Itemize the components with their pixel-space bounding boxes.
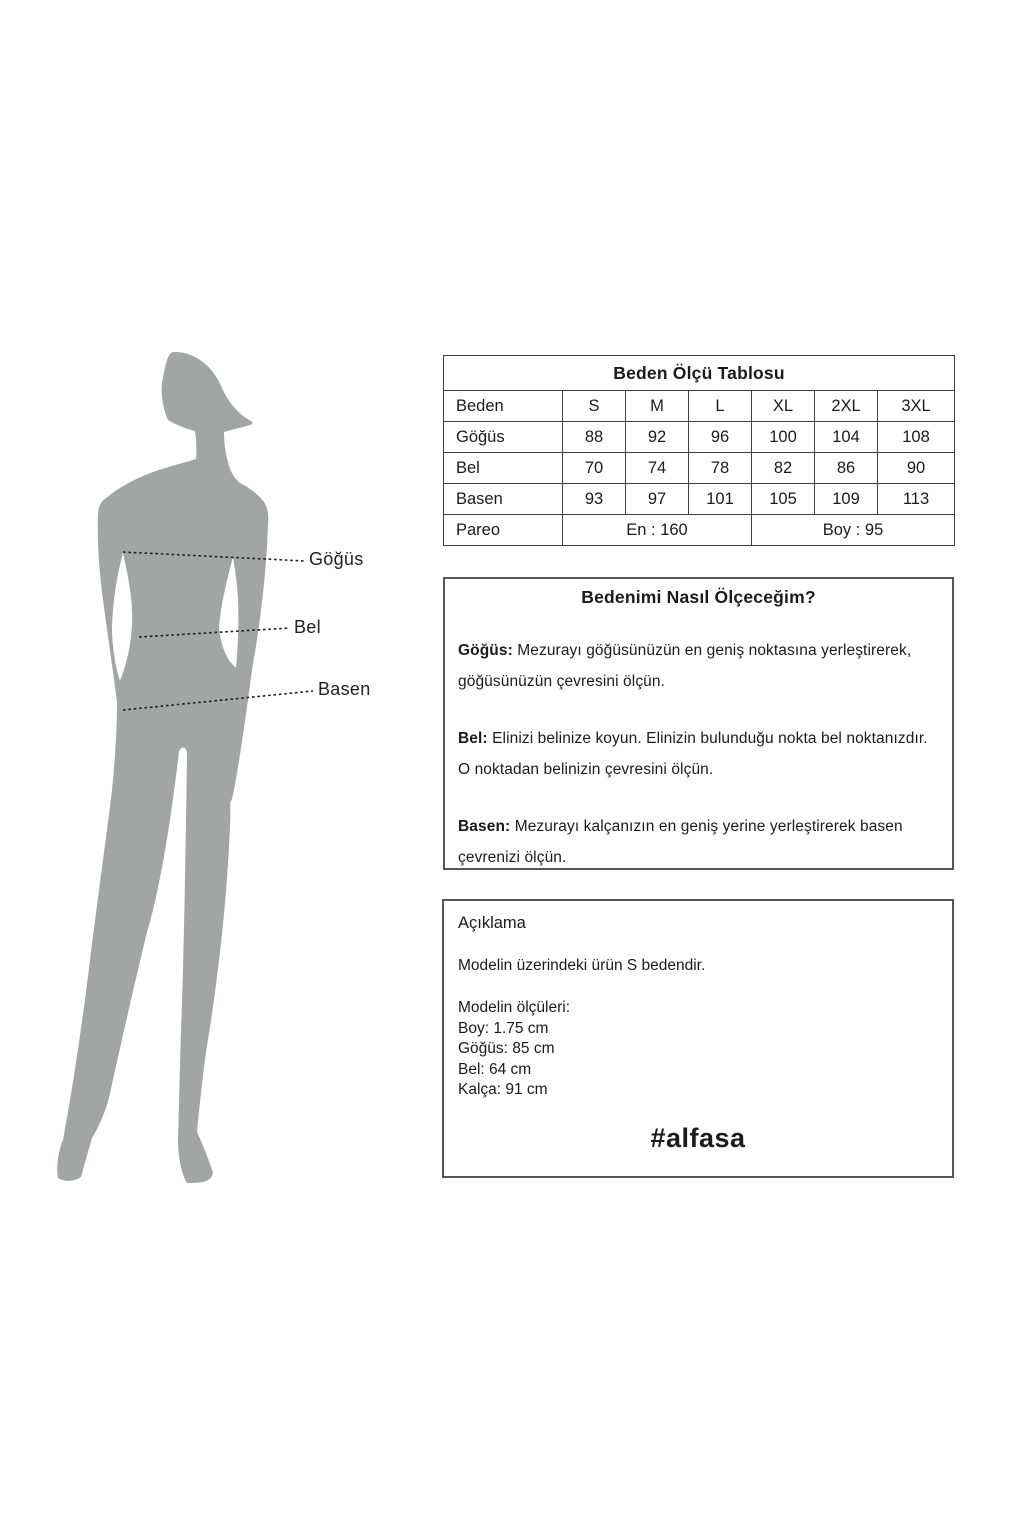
- model-measurement-gogus: Göğüs: 85 cm: [458, 1040, 555, 1057]
- instruction-text: Mezurayı kalçanızın en geniş yerine yerleştirerek basen çevrenizi ölçün.: [458, 818, 903, 866]
- cell: 105: [752, 484, 815, 515]
- cell: 109: [815, 484, 878, 515]
- measure-instruction-gogus: [458, 635, 939, 697]
- table-row-pareo: [444, 515, 955, 546]
- model-measurements-title: Modelin ölçüleri:: [458, 999, 570, 1016]
- bel-dotted-line: [139, 628, 290, 637]
- table-row-bel: [444, 453, 955, 484]
- measure-instruction-basen: [458, 811, 939, 873]
- gogus-dotted-line: [123, 552, 305, 561]
- size-col-3xl: 3XL: [878, 391, 955, 422]
- measure-instruction-bel: [458, 723, 939, 785]
- cell: 78: [689, 453, 752, 484]
- term: Göğüs:: [458, 642, 513, 659]
- table-row-basen: [444, 484, 955, 515]
- pareo-en-cell: En : 160: [563, 515, 752, 546]
- size-chart-table: [443, 355, 955, 546]
- pareo-boy-cell: Boy : 95: [752, 515, 955, 546]
- model-size-note: Modelin üzerindeki ürün S bedendir.: [458, 957, 706, 974]
- row-label: Basen: [444, 484, 563, 515]
- description-title: Açıklama: [458, 914, 526, 932]
- cell: 92: [626, 422, 689, 453]
- cell: 113: [878, 484, 955, 515]
- size-col-xl: XL: [752, 391, 815, 422]
- term: Basen:: [458, 818, 511, 835]
- cell: 86: [815, 453, 878, 484]
- term: Bel:: [458, 730, 488, 747]
- cell: 70: [563, 453, 626, 484]
- description-box: [442, 899, 954, 1178]
- table-header-row: [444, 391, 955, 422]
- cell: 108: [878, 422, 955, 453]
- instruction-text: Mezurayı göğüsünüzün en geniş noktasına yerleştirerek, göğüsünüzün çevresini ölçün.: [458, 642, 912, 690]
- how-to-measure-title: Bedenimi Nasıl Ölçeceğim?: [581, 587, 816, 607]
- row-label: Bel: [444, 453, 563, 484]
- female-silhouette-image: [40, 340, 330, 1195]
- figure-label-gogus: Göğüs: [309, 549, 364, 569]
- cell: 88: [563, 422, 626, 453]
- cell: 93: [563, 484, 626, 515]
- cell: 97: [626, 484, 689, 515]
- basen-dotted-line: [123, 691, 313, 710]
- how-to-measure-box: [443, 577, 954, 870]
- cell: 104: [815, 422, 878, 453]
- row-label: Pareo: [444, 515, 563, 546]
- table-row-gogus: [444, 422, 955, 453]
- cell: 96: [689, 422, 752, 453]
- instruction-text: Elinizi belinize koyun. Elinizin bulunduğu nokta bel noktanızdır. O noktadan belinizin çevresini ölçün.: [458, 730, 928, 778]
- cell: 100: [752, 422, 815, 453]
- size-col-l: L: [689, 391, 752, 422]
- header-label: Beden: [444, 391, 563, 422]
- size-col-2xl: 2XL: [815, 391, 878, 422]
- cell: 90: [878, 453, 955, 484]
- cell: 74: [626, 453, 689, 484]
- size-col-m: M: [626, 391, 689, 422]
- size-col-s: S: [563, 391, 626, 422]
- model-measurement-boy: Boy: 1.75 cm: [458, 1019, 549, 1037]
- cell: 101: [689, 484, 752, 515]
- size-chart-title: Beden Ölçü Tablosu: [444, 356, 955, 391]
- figure-label-basen: Basen: [318, 679, 371, 699]
- figure-label-bel: Bel: [294, 617, 321, 637]
- row-label: Göğüs: [444, 422, 563, 453]
- brand-hashtag: #alfasa: [650, 1122, 746, 1153]
- model-measurement-kalca: Kalça: 91 cm: [458, 1081, 548, 1098]
- table-title-row: [444, 356, 955, 391]
- cell: 82: [752, 453, 815, 484]
- model-measurement-bel: Bel: 64 cm: [458, 1060, 532, 1078]
